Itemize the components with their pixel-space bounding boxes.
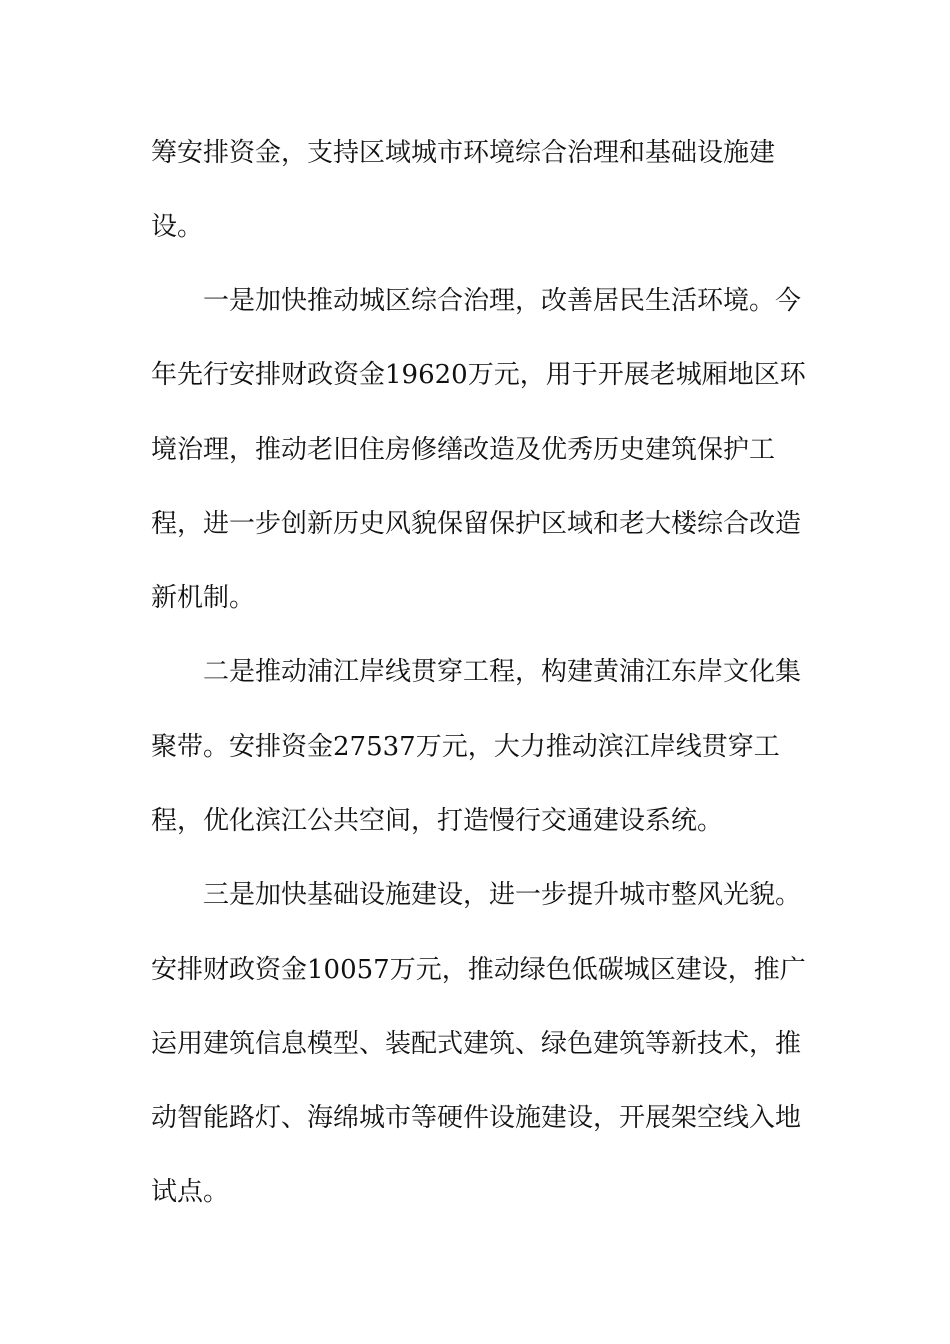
text-line: 新机制。	[151, 583, 256, 613]
text-line: 聚带。安排资金27537万元，大力推动滨江岸线贯穿工	[151, 732, 780, 762]
text-line: 筹安排资金，支持区域城市环境综合治理和基础设施建	[151, 138, 776, 168]
text-line: 设。	[151, 212, 204, 242]
text-line: 运用建筑信息模型、装配式建筑、绿色建筑等新技术，推	[151, 1029, 802, 1059]
text-line: 境治理，推动老旧住房修缮改造及优秀历史建筑保护工	[151, 435, 776, 465]
text-line: 试点。	[151, 1177, 230, 1207]
text-line: 安排财政资金10057万元，推动绿色低碳城区建设，推广	[151, 955, 806, 985]
text-line: 程，进一步创新历史风貌保留保护区域和老大楼综合改造	[151, 509, 802, 539]
text-line: 年先行安排财政资金19620万元，用于开展老城厢地区环	[151, 360, 806, 390]
paragraph-3-first-line: 三是加快基础设施建设，进一步提升城市整风光貌。	[203, 880, 802, 910]
paragraph-2-first-line: 二是推动浦江岸线贯穿工程，构建黄浦江东岸文化集	[203, 657, 802, 687]
text-line: 程，优化滨江公共空间，打造慢行交通建设系统。	[151, 806, 724, 836]
paragraph-1-first-line: 一是加快推动城区综合治理，改善居民生活环境。今	[203, 286, 802, 316]
text-line: 动智能路灯、海绵城市等硬件设施建设，开展架空线入地	[151, 1103, 802, 1133]
